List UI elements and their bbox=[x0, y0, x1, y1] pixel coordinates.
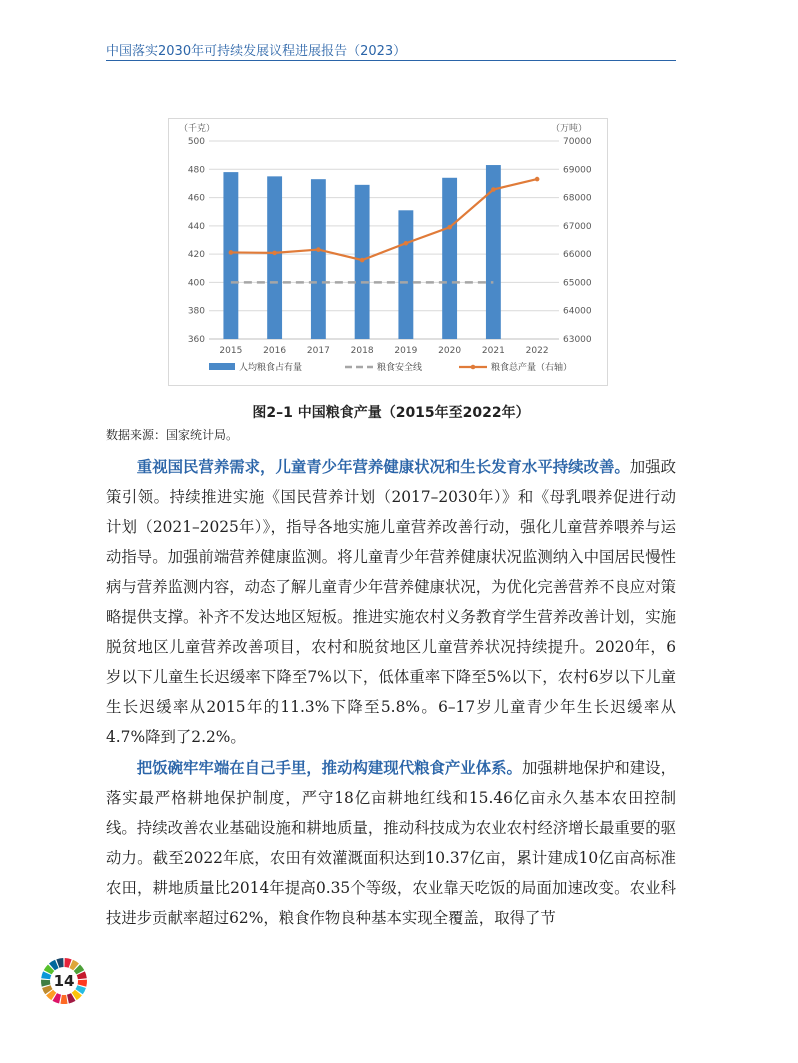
x-tick-label: 2016 bbox=[263, 346, 287, 356]
paragraph-nutrition bbox=[106, 452, 676, 752]
paragraph-lead: 把饭碗牢牢端在自己手里，推动构建现代粮食产业体系。 bbox=[136, 759, 522, 777]
y-right-tick-label: 69000 bbox=[563, 165, 592, 176]
y-left-tick-label: 500 bbox=[187, 137, 205, 147]
legend-label: 粮食总产量（右轴） bbox=[491, 363, 573, 373]
y-left-tick-label: 400 bbox=[187, 278, 205, 289]
y-right-tick-label: 66000 bbox=[563, 250, 592, 261]
legend-swatch-point bbox=[471, 365, 476, 370]
x-tick-label: 2022 bbox=[525, 346, 549, 356]
y-left-tick-label: 440 bbox=[187, 221, 205, 232]
y-left-tick-label: 420 bbox=[187, 250, 205, 261]
bar-per-capita-grain bbox=[223, 172, 238, 339]
y-left-tick-label: 460 bbox=[187, 193, 205, 204]
total-output-point bbox=[535, 177, 540, 182]
data-source-note: 数据来源：国家统计局。 bbox=[106, 428, 239, 442]
x-tick-label: 2018 bbox=[350, 346, 374, 356]
total-output-point bbox=[316, 247, 321, 252]
paragraph-body: 加强政策引领。持续推进实施《国民营养计划（2017–2030年）》和《母乳喂养促进行动计划（2021–2025年）》，指导各地实施儿童营养改善行动，强化儿童营养喂养与运动指导。加强前端营养健康监测。将儿童青少年营养健康状况监测纳入中国居民慢性病与营养监测内容，动态了解儿童青少年营养健康状况，为优化完善营养不良应对策略提供支撑。补齐不发达地区短板。推进实施农村义务教育学生营养改善计划，实施脱贫地区儿童营养改善项目，农村和脱贫地区儿童营养状况持续提升。2020年，6岁以下儿童生长迟缓率下降至7%以下，低体重率下降至5%以下，农村6岁以下儿童生长迟缓率从2015年的11.3%下降至5.8%。6–17岁儿童青少年生长迟缓率从4.7%降到了2.2%。 bbox=[106, 458, 676, 746]
paragraph-body: 加强耕地保护和建设，落实最严格耕地保护制度，严守18亿亩耕地红线和15.46亿亩永久基本农田控制线。持续改善农业基础设施和耕地质量，推动科技成为农业农村经济增长最重要的驱动力。截至2022年底，农田有效灌溉面积达到10.37亿亩，累计建成10亿亩高标准农田，耕地质量比2014年提高0.35个等级，农业靠天吃饭的局面加速改变。农业科技进步贡献率超过62%，粮食作物良种基本实现全覆盖，取得了节 bbox=[106, 759, 676, 927]
total-output-point bbox=[229, 250, 234, 255]
running-header: 中国落实2030年可持续发展议程进展报告（2023） bbox=[106, 44, 407, 59]
y-right-unit-label: （万吨） bbox=[551, 124, 588, 134]
total-output-point bbox=[360, 258, 365, 263]
paragraph-food-security bbox=[106, 753, 676, 933]
legend-label: 人均粮食占有量 bbox=[239, 363, 303, 373]
total-output-point bbox=[404, 241, 409, 246]
y-right-tick-label: 64000 bbox=[563, 306, 592, 317]
x-tick-label: 2021 bbox=[481, 346, 505, 356]
page-number: 14 bbox=[53, 972, 75, 990]
legend-swatch-bar bbox=[209, 363, 235, 370]
x-tick-label: 2015 bbox=[219, 346, 243, 356]
paragraph-lead: 重视国民营养需求，儿童青少年营养健康状况和生长发育水平持续改善。 bbox=[136, 458, 630, 476]
total-output-point bbox=[491, 187, 496, 192]
figure-caption: 图2–1 中国粮食产量（2015年至2022年） bbox=[252, 405, 530, 421]
y-left-tick-label: 380 bbox=[187, 306, 205, 317]
bar-per-capita-grain bbox=[267, 176, 282, 339]
legend-label: 粮食安全线 bbox=[377, 363, 423, 373]
y-right-tick-label: 70000 bbox=[563, 137, 592, 147]
grain-production-chart bbox=[168, 118, 608, 386]
x-tick-label: 2019 bbox=[394, 346, 418, 356]
y-left-unit-label: （千克） bbox=[179, 124, 216, 134]
total-output-point bbox=[272, 251, 277, 256]
bar-per-capita-grain bbox=[311, 179, 326, 339]
y-right-tick-label: 67000 bbox=[563, 221, 592, 232]
x-tick-label: 2020 bbox=[438, 346, 462, 356]
total-output-point bbox=[447, 225, 452, 230]
chart-canvas bbox=[169, 119, 607, 385]
bar-per-capita-grain bbox=[398, 210, 413, 339]
y-right-tick-label: 65000 bbox=[563, 278, 592, 289]
y-right-tick-label: 68000 bbox=[563, 193, 592, 204]
y-left-tick-label: 480 bbox=[187, 165, 205, 176]
header-rule bbox=[106, 60, 676, 61]
y-left-tick-label: 360 bbox=[187, 335, 205, 345]
bar-per-capita-grain bbox=[442, 178, 457, 339]
x-tick-label: 2017 bbox=[306, 346, 330, 356]
y-right-tick-label: 63000 bbox=[563, 335, 592, 345]
